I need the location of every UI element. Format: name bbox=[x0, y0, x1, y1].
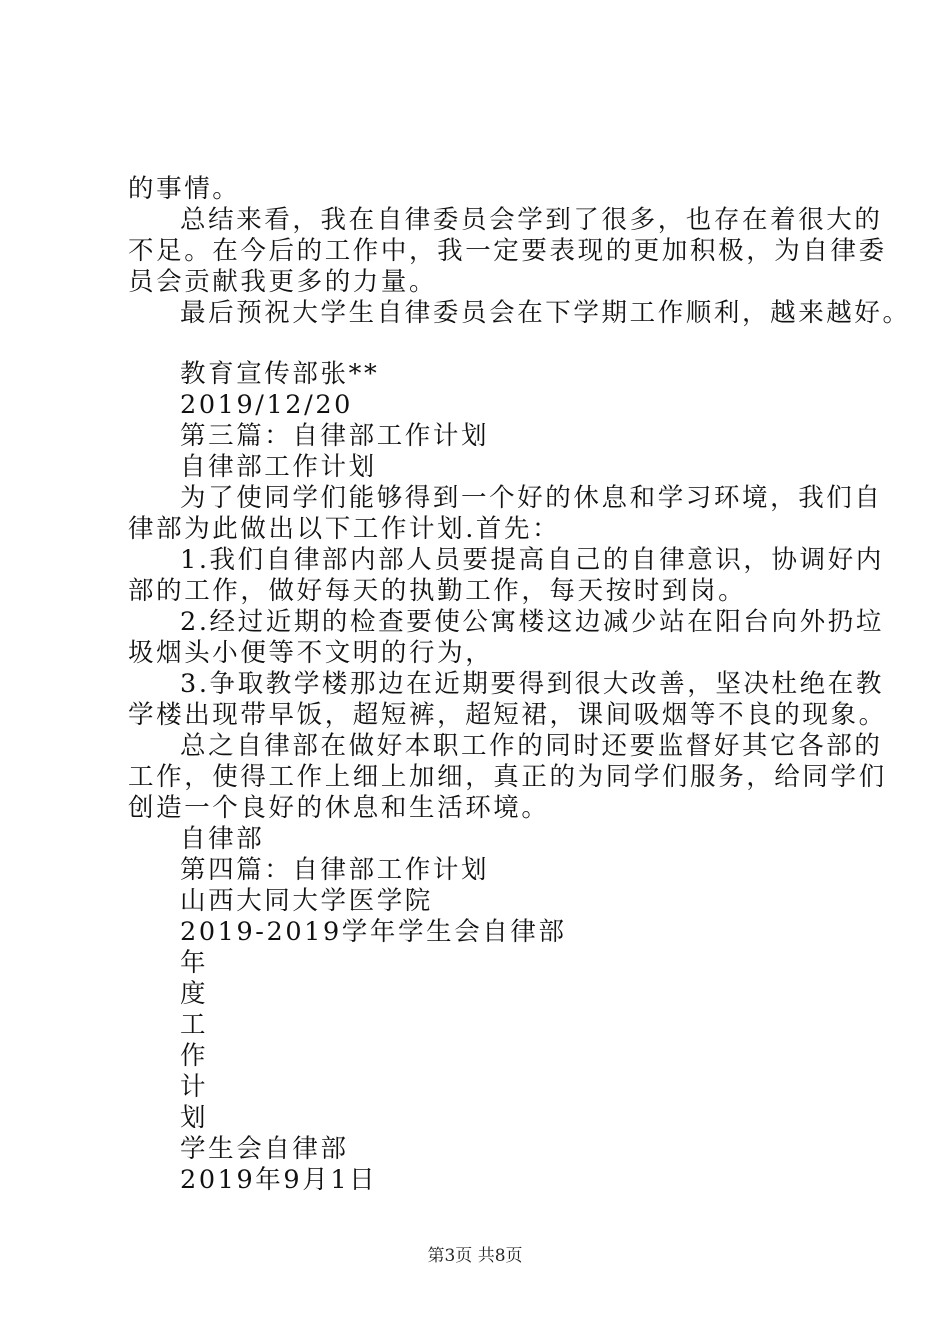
vertical-char: 作 bbox=[180, 1041, 209, 1071]
signature-line: 自律部 bbox=[180, 824, 265, 854]
section-heading: 第三篇：自律部工作计划 bbox=[180, 421, 490, 451]
section-title: 自律部工作计划 bbox=[180, 452, 377, 482]
text-line: 学楼出现带早饭，超短裤，超短裙，课间吸烟等不良的现象。 bbox=[128, 700, 887, 730]
page-number-footer: 第3页 共8页 bbox=[427, 1246, 523, 1266]
vertical-char: 年 bbox=[180, 948, 209, 978]
text-line: 不足。在今后的工作中，我一定要表现的更加积极，为自律委 bbox=[128, 236, 887, 266]
text-line: 工作，使得工作上细上加细，真正的为同学们服务，给同学们 bbox=[128, 762, 887, 792]
vertical-char: 计 bbox=[180, 1072, 209, 1102]
text-line: 的事情。 bbox=[128, 174, 241, 204]
text-line: 2.经过近期的检查要使公寓楼这边减少站在阳台向外扔垃 bbox=[180, 607, 884, 637]
text-line: 为了使同学们能够得到一个好的休息和学习环境，我们自 bbox=[180, 483, 883, 513]
text-line: 山西大同大学医学院 bbox=[180, 886, 433, 916]
vertical-char: 划 bbox=[180, 1103, 209, 1133]
date-line: 2019/12/20 bbox=[180, 390, 353, 420]
vertical-char: 工 bbox=[180, 1010, 209, 1040]
text-line: 律部为此做出以下工作计划.首先： bbox=[128, 514, 561, 544]
text-line: 创造一个良好的休息和生活环境。 bbox=[128, 793, 550, 823]
text-line: 3.争取教学楼那边在近期要得到很大改善，坚决杜绝在教 bbox=[180, 669, 884, 699]
text-line: 2019-2019学年学生会自律部 bbox=[180, 917, 567, 947]
text-line: 总结来看，我在自律委员会学到了很多，也存在着很大的 bbox=[180, 205, 883, 235]
text-line: 部的工作，做好每天的执勤工作，每天按时到岗。 bbox=[128, 576, 747, 606]
text-line: 员会贡献我更多的力量。 bbox=[128, 267, 438, 297]
text-line: 最后预祝大学生自律委员会在下学期工作顺利，越来越好。 bbox=[180, 298, 911, 328]
section-heading: 第四篇：自律部工作计划 bbox=[180, 855, 490, 885]
text-line: 总之自律部在做好本职工作的同时还要监督好其它各部的 bbox=[180, 731, 883, 761]
date-line: 2019年9月1日 bbox=[180, 1165, 378, 1195]
text-line: 圾烟头小便等不文明的行为， bbox=[128, 638, 494, 668]
text-line: 1.我们自律部内部人员要提高自己的自律意识，协调好内 bbox=[180, 545, 884, 575]
signature-line: 教育宣传部张** bbox=[180, 359, 380, 389]
vertical-char: 度 bbox=[180, 979, 209, 1009]
signature-line: 学生会自律部 bbox=[180, 1134, 349, 1164]
